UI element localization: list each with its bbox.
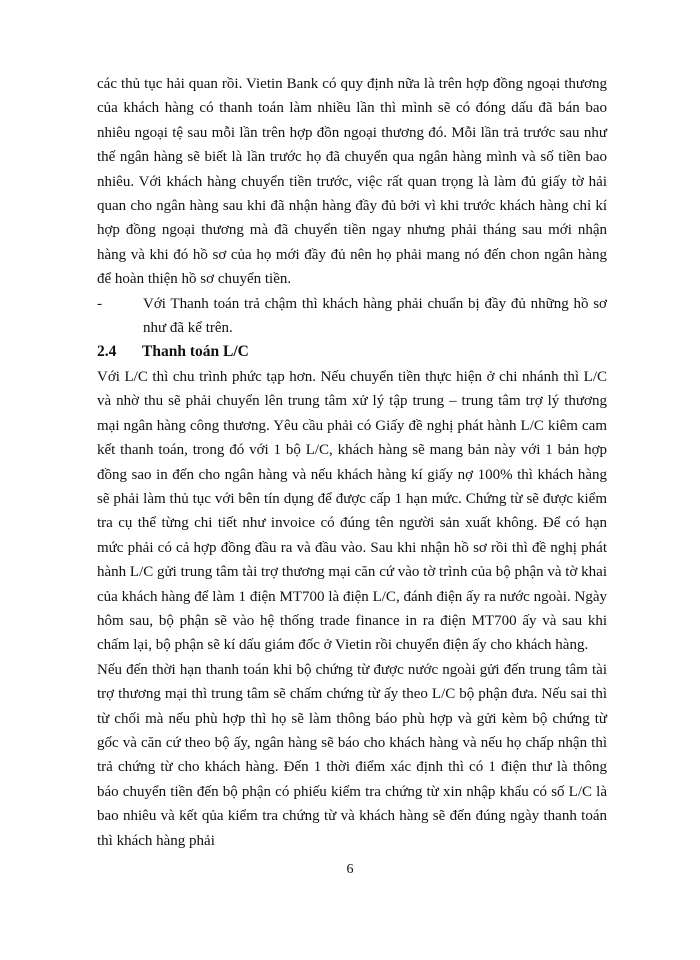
page-number: 6 bbox=[346, 862, 354, 877]
bullet-deferred-payment bbox=[97, 292, 607, 341]
bullet-text: Với Thanh toán trả chậm thì khách hàng phải chuẩn bị đầy đủ những hồ sơ như đã kể trên. bbox=[143, 295, 607, 337]
document-body bbox=[97, 72, 607, 853]
paragraph-lc-process: Với L/C thì chu trình phức tạp hơn. Nếu chuyển tiền thực hiện ở chi nhánh thì L/C và nhờ thu sẽ phải chuyển lên trung tâm xử lý tập trung – trung tâm trợ lý thương mại ngân hàng công thương. Yêu cầu phải có Giấy đề nghị phát hành L/C kiêm cam kết thanh toán, trong đó với 1 bộ L/C, khách hàng sẽ mang bản này với 1 bản hợp đồng sao in đến cho ngân hàng và nếu khách hàng kí giấy nợ 100% thì khách hàng sẽ phải làm thủ tục với bên tín dụng để được cấp 1 hạn mức. Chứng từ sẽ được kiểm tra cụ thể từng chi tiết như invoice có đúng tên người sản xuất không. Để có hạn mức phải có cả hợp đồng đầu ra và đầu vào. Sau khi nhận hồ sơ rồi thì đề nghị phát hành L/C gửi trung tâm tài trợ thương mại căn cứ vào tờ trình của bộ phận và tờ khai của khách hàng để làm 1 điện MT700 là điện L/C, đánh điện ấy ra nước ngoài. Ngày hôm sau, bộ phận sẽ vào hệ thống trade finance in ra điện MT700 ấy và sau khi chấm lại, bộ phận sẽ kí dấu giám đốc ở Vietin rồi chuyển điện ấy cho khách hàng. bbox=[97, 368, 607, 654]
section-title: Thanh toán L/C bbox=[142, 343, 249, 361]
section-heading bbox=[97, 340, 607, 364]
paragraph-customs-procedures: các thủ tục hải quan rồi. Vietin Bank có quy định nữa là trên hợp đồng ngoại thương của khách hàng có thanh toán làm nhiều lần thì mình sẽ có đóng dấu đã bán bao nhiêu ngoại tệ sau mỗi lần trên hợp đồn ngoại thương đó. Mỗi lần trả trước sau như thế ngân hàng sẽ biết là lần trước họ đã chuyển qua ngân hàng mình và số tiền bao nhiêu. Với khách hàng chuyển tiền trước, việc rất quan trọng là làm đủ giấy tờ hải quan cho ngân hàng sau khi đã nhận hàng đầy đủ bởi vì khi trước khách hàng chỉ kí hợp đồng ngoại thương mà đã chuyển tiền ngay nhưng phải tháng sau mới nhận hàng và khi đó hồ sơ của họ mới đầy đủ nên họ phải mang nó đến chon ngân hàng để hoàn thiện hồ sơ chuyển tiền. bbox=[97, 76, 607, 288]
paragraph-payment-deadline: Nếu đến thời hạn thanh toán khi bộ chứng từ được nước ngoài gửi đến trung tâm tài trợ thương mại thì trung tâm sẽ chấm chứng từ ấy theo L/C bộ phận đưa. Nếu sai thì từ chối mà nếu phù hợp thì họ sẽ làm thông báo phù hợp và gửi kèm bộ chứng từ gốc và căn cứ theo bộ ấy, ngân hàng sẽ báo cho khách hàng và nếu họ chấp nhận thì trả chứng từ cho khách hàng. Đến 1 thời điểm xác định thì có 1 điện thư là thông báo chuyển tiền đến bộ phận có phiếu kiểm tra chứng từ xin nhập khẩu có số L/C là bao nhiêu và kết qủa kiểm tra chứng từ và khách hàng sẽ đến đúng ngày thanh toán thì khách hàng phải bbox=[97, 661, 607, 849]
section-number: 2.4 bbox=[97, 343, 117, 361]
bullet-marker: - bbox=[97, 295, 102, 312]
